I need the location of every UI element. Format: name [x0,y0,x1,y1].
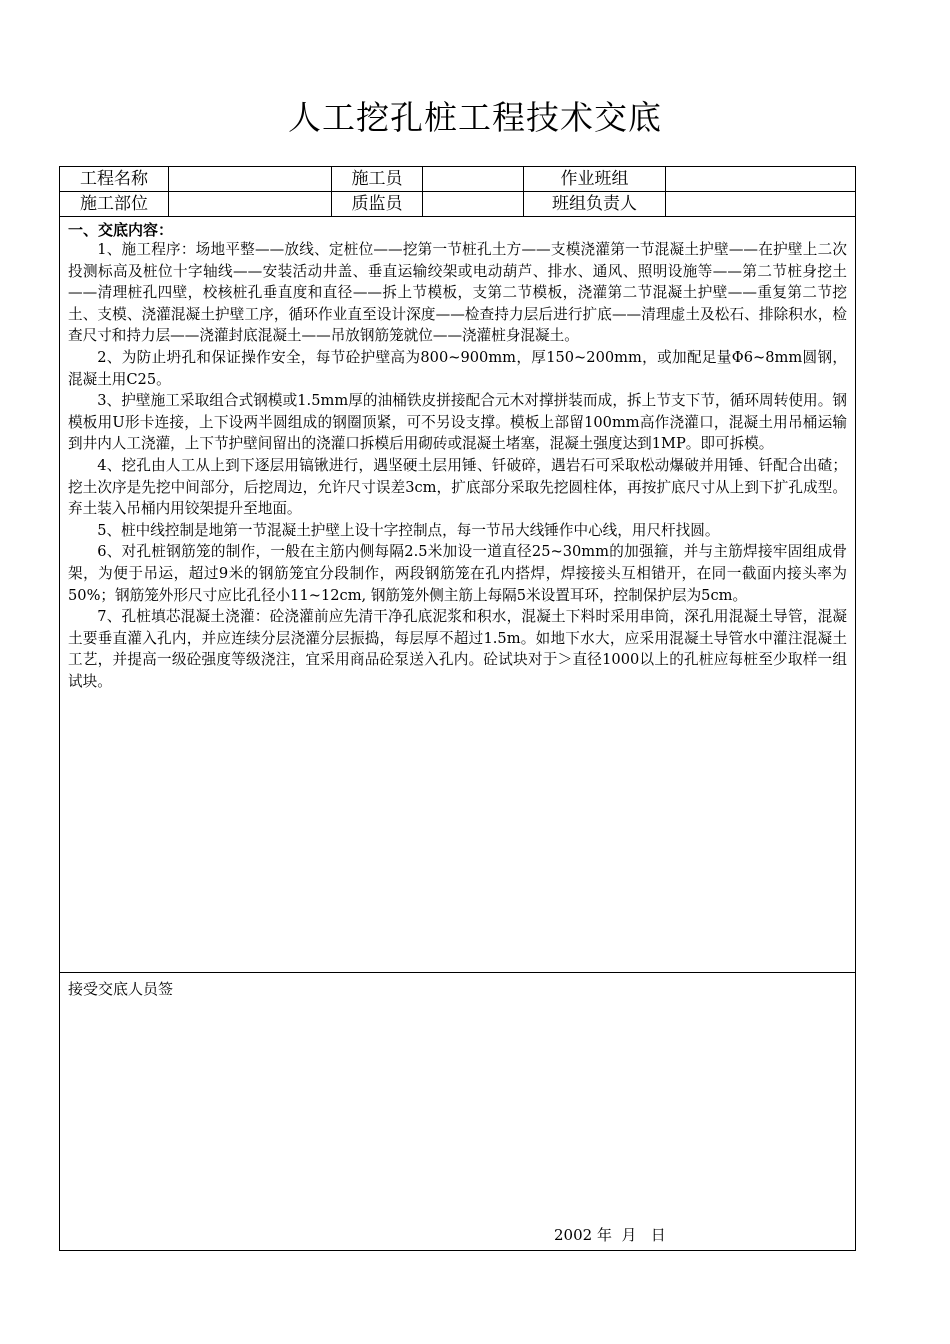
paragraph: 1、施工程序：场地平整——放线、定桩位——挖第一节桩孔土方——支模浇灌第一节混凝土护壁——在护壁上二次投测标高及桩位十字轴线——安装活动井盖、垂直运输绞架或电动葫芦、排水、通风、照明设施等——第二节桩身挖土——清理桩孔四壁，校核桩孔垂直度和直径——拆上节模板，支第二节模板，浇灌第二节混凝土护壁——重复第二节挖土、支模、浇灌混凝土护壁工序，循环作业直至设计深度——检查持力层后进行扩底——清理虚土及松石、排除积水，检查尺寸和持力层——浇灌封底混凝土——吊放钢筋笼就位——浇灌桩身混凝土。 [68,241,847,345]
work-team-label: 作业班组 [524,167,666,191]
quality-inspector-value[interactable] [423,192,524,216]
project-name-value[interactable] [169,167,332,191]
header-row-2 [60,192,855,217]
paragraph: 6、对孔桩钢筋笼的制作，一般在主筋内侧每隔2.5米加设一道直径25~30mm的加强箍，并与主筋焊接牢固组成骨架，为便于吊运，超过9米的钢筋笼宜分段制作，两段钢筋笼在孔内搭焊，焊接接头互相错开，在同一截面内接头率为50%；钢筋笼外形尺寸应比孔径小11~12cm, 钢筋笼外侧主筋上每隔5米设置耳环，控制保护层为5cm。 [68,543,847,604]
quality-inspector-label: 质监员 [332,192,423,216]
constructor-label: 施工员 [332,167,423,191]
construction-part-label: 施工部位 [60,192,169,216]
constructor-value[interactable] [423,167,524,191]
work-team-value[interactable] [666,167,855,191]
paragraph: 2、为防止坍孔和保证操作安全，每节砼护壁高为800~900mm，厚150~200mm，或加配足量Φ6~8mm圆钢，混凝土用C25。 [68,348,847,388]
recipient-signature-label: 接受交底人员签 [68,980,174,998]
header-row-1 [60,167,855,192]
document-title: 人工挖孔桩工程技术交底 [288,98,662,137]
team-leader-value[interactable] [666,192,855,216]
team-leader-label: 班组负责人 [524,192,666,216]
paragraph: 4、挖孔由人工从上到下逐层用镐锹进行，遇坚硬土层用锤、钎破碎，遇岩石可采取松动爆破并用锤、钎配合出碴；挖土次序是先挖中间部分，后挖周边，允许尺寸误差3cm，扩底部分采取先挖圆柱体，再按扩底尺寸从上到下扩孔成型。弃土装入吊桶内用铰架提升至地面。 [68,456,847,518]
content-heading: 一、交底内容： [68,221,174,239]
construction-part-value[interactable] [169,192,332,216]
paragraph: 7、孔桩填芯混凝土浇灌：砼浇灌前应先清干净孔底泥浆和积水，混凝土下料时采用串筒，深孔用混凝土导管，混凝土要垂直灌入孔内，并应连续分层浇灌分层振捣，每层厚不超过1.5m。如地下水大，应采用混凝土导管水中灌注混凝土工艺，并提高一级砼强度等级浇注，宜采用商品砼泵送入孔内。砼试块对于＞直径1000以上的孔桩应每桩至少取样一组试块。 [68,608,847,690]
disclosure-content [60,217,855,973]
signature-date: 2002 年 月 日 [554,1226,666,1244]
project-name-label: 工程名称 [60,167,169,191]
paragraph: 3、护壁施工采取组合式钢模或1.5mm厚的油桶铁皮拼接配合元木对撑拼装而成，拆上节支下节，循环周转使用。钢模板用U形卡连接，上下设两半圆组成的钢圈顶紧，可不另设支撑。模板上部留100mm高作浇灌口，混凝土用吊桶运输到井内人工浇灌，上下节护壁间留出的浇灌口拆模后用砌砖或混凝土堵塞，混凝土强度达到1MP。即可拆模。 [68,392,847,453]
disclosure-form [59,166,856,1251]
paragraph: 5、桩中线控制是地第一节混凝土护壁上设十字控制点，每一节吊大线锤作中心线，用尺杆找圆。 [97,521,720,539]
